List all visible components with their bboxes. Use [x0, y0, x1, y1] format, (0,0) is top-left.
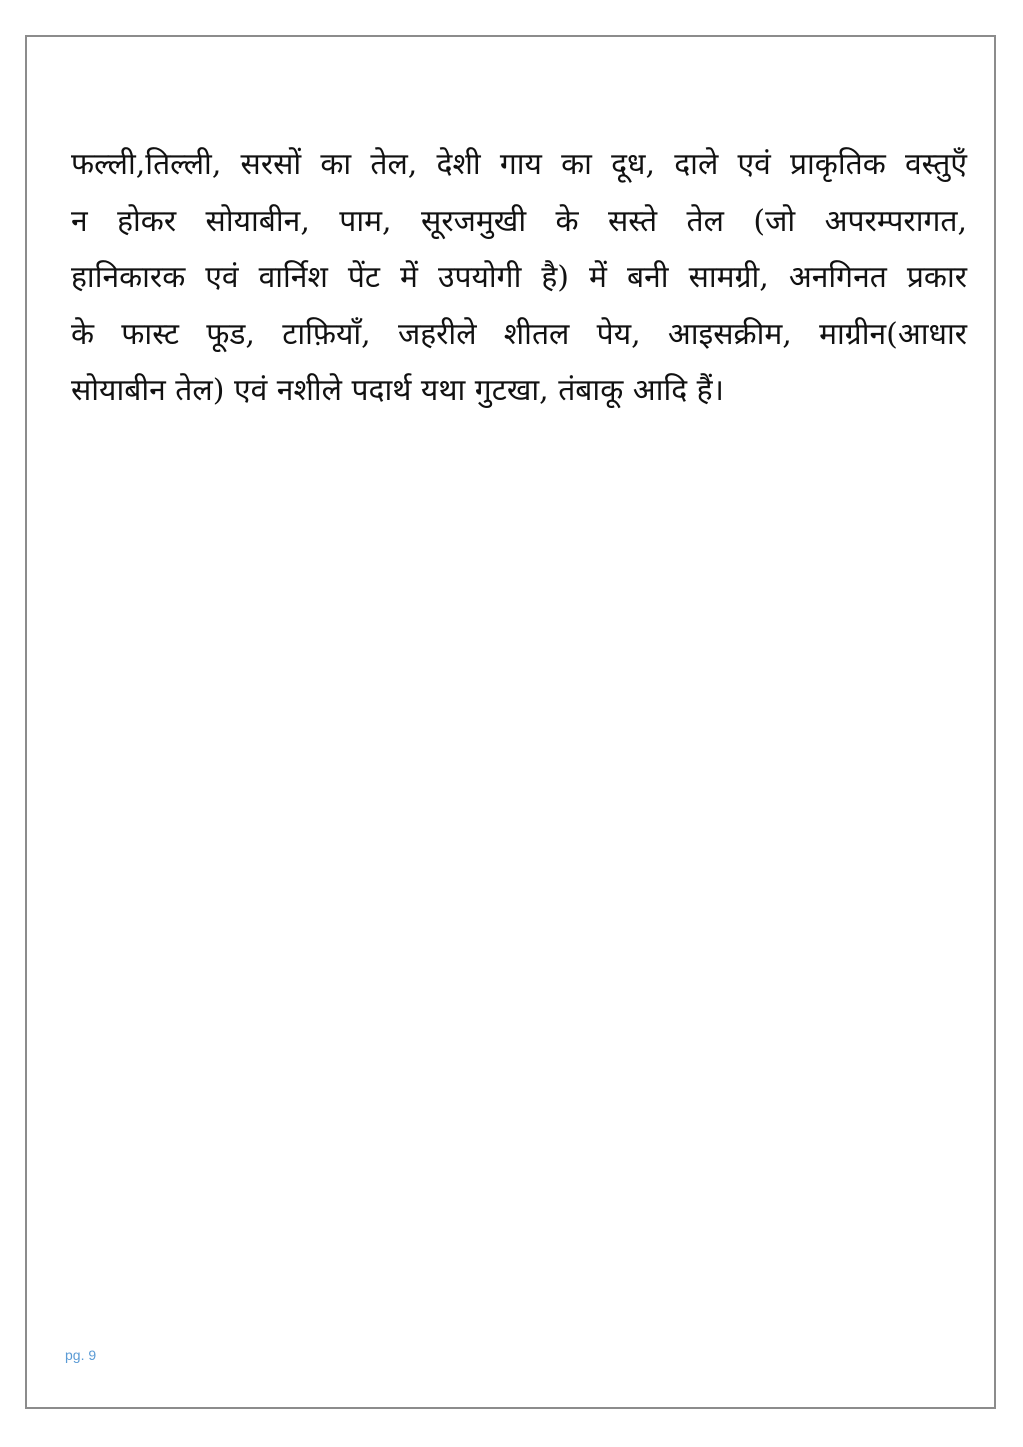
paragraph-line-3: हानिकारक एवं वार्निश पेंट में उपयोगी है) में बनी सामग्री, अनगिनत प्रकार [71, 260, 967, 295]
paragraph-line-4: के फास्ट फूड, टाफ़ियाँ, जहरीले शीतल पेय, आइसक्रीम, माग्रीन(आधार [71, 316, 967, 352]
paragraph-line-2: न होकर सोयाबीन, पाम, सूरजमुखी के सस्ते तेल (जो अपरम्परागत, [71, 203, 967, 239]
page-frame [25, 35, 996, 1409]
body-paragraph [71, 137, 967, 420]
paragraph-line-5: सोयाबीन तेल) एवं नशीले पदार्थ यथा गुटखा, तंबाकू आदि हैं। [71, 373, 724, 408]
page-number: pg. 9 [65, 1347, 97, 1363]
paragraph-line-1: फल्ली,तिल्ली, सरसों का तेल, देशी गाय का दूध, दाले एवं प्राकृतिक वस्तुएँ [71, 147, 967, 182]
